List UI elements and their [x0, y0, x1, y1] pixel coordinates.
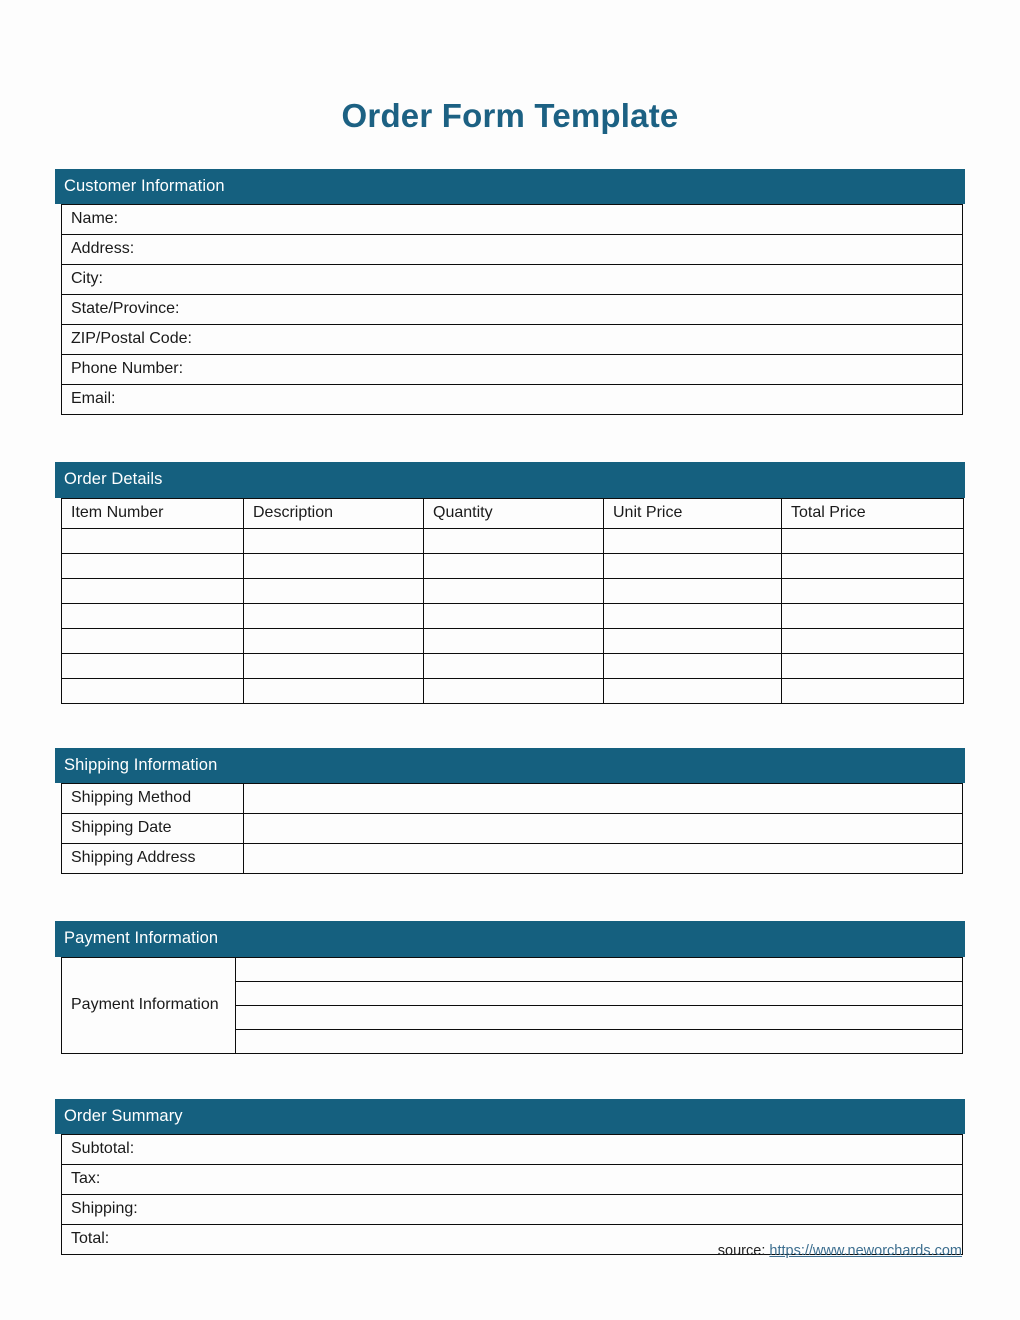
- cell-total-price[interactable]: [782, 578, 964, 603]
- shipping-label-shipping-method: Shipping Method: [62, 784, 244, 814]
- shipping-value-shipping-date[interactable]: [244, 814, 963, 844]
- source-link[interactable]: https://www.neworchards.com: [769, 1243, 962, 1259]
- cell-quantity[interactable]: [424, 628, 604, 653]
- column-header-unit-price: Unit Price: [604, 498, 782, 528]
- table-row[interactable]: [62, 784, 963, 814]
- cell-description[interactable]: [244, 603, 424, 628]
- cell-quantity[interactable]: [424, 678, 604, 703]
- cell-total-price[interactable]: [782, 678, 964, 703]
- section-customer-information: [55, 169, 965, 416]
- table-row[interactable]: [62, 653, 964, 678]
- table-row[interactable]: [62, 325, 963, 355]
- cell-unit-price[interactable]: [604, 603, 782, 628]
- table-row[interactable]: [62, 844, 963, 874]
- table-row[interactable]: [62, 355, 963, 385]
- cell-item-number[interactable]: [62, 553, 244, 578]
- payment-value-line-4[interactable]: [236, 1029, 963, 1053]
- cell-total-price[interactable]: [782, 553, 964, 578]
- customer-field-zip-postal-code[interactable]: ZIP/Postal Code:: [62, 325, 963, 355]
- cell-total-price[interactable]: [782, 628, 964, 653]
- cell-unit-price[interactable]: [604, 528, 782, 553]
- cell-item-number[interactable]: [62, 678, 244, 703]
- table-row[interactable]: [62, 814, 963, 844]
- cell-quantity[interactable]: [424, 553, 604, 578]
- cell-item-number[interactable]: [62, 528, 244, 553]
- column-header-total-price: Total Price: [782, 498, 964, 528]
- shipping-information-table: [61, 783, 963, 874]
- table-row[interactable]: [62, 235, 963, 265]
- table-row[interactable]: [62, 1135, 963, 1165]
- form-content: [55, 136, 965, 1256]
- cell-quantity[interactable]: [424, 528, 604, 553]
- payment-value-line-1[interactable]: [236, 957, 963, 981]
- section-header-shipping-information: Shipping Information: [55, 748, 965, 784]
- cell-description[interactable]: [244, 628, 424, 653]
- cell-description[interactable]: [244, 553, 424, 578]
- section-header-customer-information: Customer Information: [55, 169, 965, 205]
- cell-unit-price[interactable]: [604, 578, 782, 603]
- section-header-order-details: Order Details: [55, 462, 965, 498]
- payment-information-table: [61, 957, 963, 1054]
- payment-value-line-3[interactable]: [236, 1005, 963, 1029]
- payment-value-line-2[interactable]: [236, 981, 963, 1005]
- table-row[interactable]: [62, 205, 963, 235]
- table-row[interactable]: [62, 628, 964, 653]
- cell-description[interactable]: [244, 653, 424, 678]
- cell-item-number[interactable]: [62, 653, 244, 678]
- cell-item-number[interactable]: [62, 578, 244, 603]
- section-shipping-information: [55, 748, 965, 875]
- column-header-item-number: Item Number: [62, 498, 244, 528]
- summary-field-total[interactable]: Total:: [62, 1225, 963, 1255]
- source-label: source:: [717, 1243, 770, 1259]
- table-row[interactable]: [62, 678, 964, 703]
- table-row[interactable]: [62, 957, 963, 981]
- order-details-table: [61, 498, 964, 704]
- cell-item-number[interactable]: [62, 628, 244, 653]
- section-header-order-summary: Order Summary: [55, 1099, 965, 1135]
- customer-field-name[interactable]: Name:: [62, 205, 963, 235]
- cell-total-price[interactable]: [782, 528, 964, 553]
- table-row[interactable]: [62, 1165, 963, 1195]
- customer-field-phone-number[interactable]: Phone Number:: [62, 355, 963, 385]
- section-payment-information: [55, 921, 965, 1054]
- table-row[interactable]: [62, 295, 963, 325]
- cell-total-price[interactable]: [782, 653, 964, 678]
- spacer: [55, 415, 965, 462]
- order-summary-table: [61, 1134, 963, 1255]
- payment-information-label: Payment Information: [62, 957, 236, 1053]
- summary-field-subtotal[interactable]: Subtotal:: [62, 1135, 963, 1165]
- spacer: [55, 1054, 965, 1099]
- cell-item-number[interactable]: [62, 603, 244, 628]
- customer-field-city[interactable]: City:: [62, 265, 963, 295]
- shipping-label-shipping-date: Shipping Date: [62, 814, 244, 844]
- table-row[interactable]: [62, 385, 963, 415]
- summary-field-shipping[interactable]: Shipping:: [62, 1195, 963, 1225]
- cell-unit-price[interactable]: [604, 678, 782, 703]
- cell-unit-price[interactable]: [604, 653, 782, 678]
- table-row[interactable]: [62, 578, 964, 603]
- table-row[interactable]: [62, 553, 964, 578]
- customer-field-email[interactable]: Email:: [62, 385, 963, 415]
- shipping-label-shipping-address: Shipping Address: [62, 844, 244, 874]
- cell-unit-price[interactable]: [604, 628, 782, 653]
- cell-unit-price[interactable]: [604, 553, 782, 578]
- customer-field-address[interactable]: Address:: [62, 235, 963, 265]
- customer-information-table: [61, 204, 963, 415]
- table-row[interactable]: [62, 603, 964, 628]
- cell-quantity[interactable]: [424, 603, 604, 628]
- column-header-quantity: Quantity: [424, 498, 604, 528]
- cell-total-price[interactable]: [782, 603, 964, 628]
- table-row[interactable]: [62, 265, 963, 295]
- shipping-value-shipping-method[interactable]: [244, 784, 963, 814]
- source-footer: [718, 1243, 962, 1259]
- table-header-row: [62, 498, 964, 528]
- spacer: [55, 704, 965, 748]
- shipping-value-shipping-address[interactable]: [244, 844, 963, 874]
- column-header-description: Description: [244, 498, 424, 528]
- page-title: Order Form Template: [341, 97, 679, 134]
- section-order-summary: [55, 1099, 965, 1256]
- section-order-details: [55, 462, 965, 704]
- cell-description[interactable]: [244, 578, 424, 603]
- table-row[interactable]: [62, 1195, 963, 1225]
- cell-description[interactable]: [244, 528, 424, 553]
- cell-description[interactable]: [244, 678, 424, 703]
- summary-field-tax[interactable]: Tax:: [62, 1165, 963, 1195]
- section-header-payment-information: Payment Information: [55, 921, 965, 957]
- customer-field-state-province[interactable]: State/Province:: [62, 295, 963, 325]
- spacer: [55, 874, 965, 921]
- cell-quantity[interactable]: [424, 578, 604, 603]
- cell-quantity[interactable]: [424, 653, 604, 678]
- order-details-body: [62, 528, 964, 703]
- table-row[interactable]: [62, 528, 964, 553]
